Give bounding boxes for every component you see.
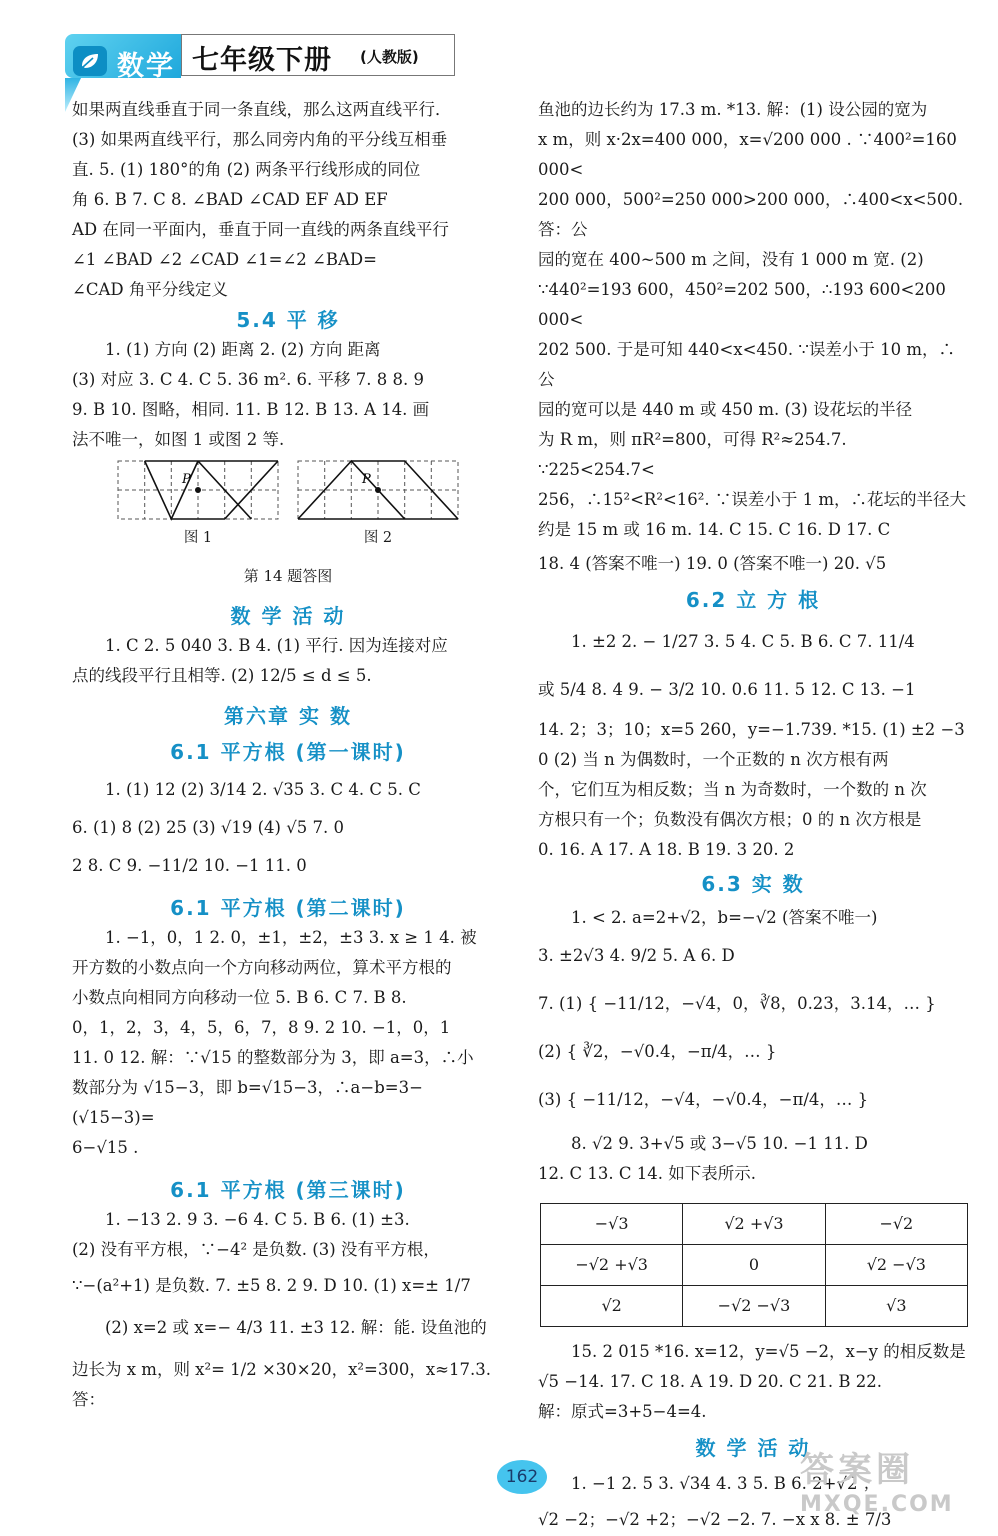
text-line: x m，则 x·2x=400 000，x=√200 000 . ∵400²=160 000<	[538, 130, 957, 179]
text-line: √2 −2；−√2 +2；−√2 −2. 7. −x x 8. ± 7/3	[538, 1510, 892, 1529]
subject-label: 数学	[117, 51, 175, 82]
text-line: 1. < 2. a=2+√2，b=−√2 (答案不唯一)	[571, 908, 878, 927]
section-heading-activity-1: 数 学 活 动	[230, 604, 346, 628]
text-line: 11. 0 12. 解：∵√15 的整数部分为 3，即 a=3，∴小	[72, 1048, 474, 1067]
figure-title: 第 14 题答图	[243, 567, 333, 585]
text-line: 角 6. B 7. C 8. ∠BAD ∠CAD EF AD EF	[72, 190, 388, 209]
text-line: 方根只有一个；负数没有偶次方根；0 的 n 次方根是	[538, 810, 922, 829]
watermark-url: MXQE.COM	[800, 1492, 954, 1517]
text-line: (2) x=2 或 x=− 4/3 11. ±3 12. 解：能. 设鱼池的	[105, 1318, 487, 1337]
text-line: 1. (1) 方向 (2) 距离 2. (2) 方向 距离	[105, 340, 381, 359]
text-line: 0 (2) 当 n 为偶数时，一个正数的 n 次方根有两	[538, 750, 889, 769]
text-line: 0. 16. A 17. A 18. B 19. 3 20. 2	[538, 840, 795, 859]
text-line: 1. C 2. 5 040 3. B 4. (1) 平行. 因为连接对应	[105, 636, 448, 655]
book-title-box	[181, 34, 455, 76]
grid-diagram-1	[116, 459, 280, 521]
text-line: 法不唯一，如图 1 或图 2 等.	[72, 430, 285, 449]
section-heading-activity-2: 数 学 活 动	[695, 1436, 811, 1460]
text-line: 边长为 x m，则 x²= 1/2 ×30×20，x²=300，x≈17.3. 答：	[72, 1360, 491, 1409]
figure-2	[296, 459, 460, 549]
left-column	[72, 95, 504, 1415]
subject-tab	[65, 34, 181, 82]
section-heading-6-1-lesson-2: 6.1 平方根 (第二课时)	[170, 896, 406, 920]
text-line: 200 000，500²=250 000>200 000，∴400<x<500. 答：公	[538, 190, 964, 239]
text-line: 202 500. 于是可知 440<x<450. ∵误差小于 10 m，∴公	[538, 340, 956, 389]
chapter-heading-6: 第六章 实 数	[224, 704, 352, 728]
answer-table	[540, 1203, 968, 1327]
text-line: 数部分为 √15−3，即 b=√15−3，∴a−b=3−(√15−3)=	[72, 1078, 423, 1127]
text-line: (3) { −11/12，−√4，−√0.4，−π/4，… }	[538, 1090, 869, 1109]
text-line: 1. −1 2. 5 3. √34 4. 3 5. B 6. 2+√2 ；	[571, 1474, 880, 1493]
figure-1	[116, 459, 280, 549]
text-line: (2) 没有平方根，∵−4² 是负数. (3) 没有平方根，	[72, 1240, 440, 1259]
table-cell: 0	[683, 1245, 825, 1286]
text-line: 256，∴15²<R²<16². ∵误差小于 1 m，∴花坛的半径大	[538, 490, 967, 509]
text-line: 园的宽可以是 440 m 或 450 m. (3) 设花坛的半径	[538, 400, 913, 419]
figure-area	[72, 459, 504, 555]
text-line: 18. 4 (答案不唯一) 19. 0 (答案不唯一) 20. √5	[538, 554, 887, 573]
text-line: ∵−(a²+1) 是负数. 7. ±5 8. 2 9. D 10. (1) x=± 1/7	[72, 1276, 471, 1295]
text-line: 园的宽在 400~500 m 之间，没有 1 000 m 宽. (2)	[538, 250, 924, 269]
table-cell: −√2	[825, 1204, 967, 1245]
text-line: 开方数的小数点向一个方向移动两位，算术平方根的	[72, 958, 452, 977]
text-line: 8. √2 9. 3+√5 或 3−√5 10. −1 11. D	[571, 1134, 868, 1153]
table-row	[541, 1204, 968, 1245]
text-line: 或 5/4 8. 4 9. − 3/2 10. 0.6 11. 5 12. C 13. −1	[538, 680, 916, 699]
table-cell: √3	[825, 1286, 967, 1327]
text-line: 点的线段平行且相等. (2) 12/5 ≤ d ≤ 5.	[72, 666, 372, 685]
text-line: 15. 2 015 *16. x=12，y=√5 −2，x−y 的相反数是	[571, 1342, 966, 1361]
grid-diagram-2	[296, 459, 460, 521]
watermark-top: 答案圈	[800, 1450, 914, 1490]
table-row	[541, 1245, 968, 1286]
section-heading-6-3: 6.3 实 数	[701, 872, 805, 896]
text-line: 0，1，2，3，4，5，6，7，8 9. 2 10. −1，0，1	[72, 1018, 451, 1037]
text-line: 1. (1) 12 (2) 3/14 2. √35 3. C 4. C 5. C	[105, 780, 421, 799]
text-line: 鱼池的边长约为 17.3 m. *13. 解：(1) 设公园的宽为	[538, 100, 928, 119]
text-line: 个，它们互为相反数；当 n 为奇数时，一个数的 n 次	[538, 780, 927, 799]
watermark	[800, 1448, 990, 1528]
page-number: 162	[497, 1460, 547, 1494]
section-heading-5-4: 5.4 平 移	[236, 308, 340, 332]
point-label: P	[182, 472, 191, 487]
table-row	[541, 1286, 968, 1327]
figure-2-caption: 图 2	[363, 530, 393, 546]
text-line: 约是 15 m 或 16 m. 14. C 15. C 16. D 17. C	[538, 520, 891, 539]
text-line: 1. −1，0，1 2. 0，±1，±2，±3 3. x ≥ 1 4. 被	[105, 928, 477, 947]
text-line: (3) 对应 3. C 4. C 5. 36 m². 6. 平移 7. 8 8. 9	[72, 370, 425, 389]
grade-title: 七年级下册	[192, 45, 332, 76]
text-line: ∵440²=193 600，450²=202 500，∴193 600<200 000<	[538, 280, 946, 329]
right-column	[538, 95, 968, 1535]
text-line: 6−√15 .	[72, 1138, 139, 1157]
text-line: 直. 5. (1) 180°的角 (2) 两条平行线形成的同位	[72, 160, 421, 179]
table-cell: −√2 −√3	[683, 1286, 825, 1327]
text-line: √5 −14. 17. C 18. A 19. D 20. C 21. B 22.	[538, 1372, 882, 1391]
text-line: 1. −13 2. 9 3. −6 4. C 5. B 6. (1) ±3.	[105, 1210, 410, 1229]
edition-label: (人教版)	[360, 48, 419, 66]
leaf-icon	[73, 46, 107, 76]
section-heading-6-2: 6.2 立 方 根	[685, 588, 821, 612]
table-cell: √2	[541, 1286, 683, 1327]
text-line: 14. 2；3；10；x=5 260，y=−1.739. *15. (1) ±2 −3	[538, 720, 965, 739]
text-line: 2 8. C 9. −11/2 10. −1 11. 0	[72, 856, 307, 875]
table-cell: √2 −√3	[825, 1245, 967, 1286]
table-cell: √2 +√3	[683, 1204, 825, 1245]
text-line: 解：原式=3+5−4=4.	[538, 1402, 707, 1421]
point-label: P	[362, 472, 371, 487]
text-line: (3) 如果两直线平行，那么同旁内角的平分线互相垂	[72, 130, 448, 149]
table-cell: −√2 +√3	[541, 1245, 683, 1286]
text-line: 为 R m，则 πR²=800，可得 R²≈254.7. ∵225<254.7<	[538, 430, 847, 479]
text-line: 小数点向相同方向移动一位 5. B 6. C 7. B 8.	[72, 988, 407, 1007]
text-line: ∠CAD 角平分线定义	[72, 280, 228, 299]
text-line: 如果两直线垂直于同一条直线，那么这两直线平行．	[72, 100, 452, 119]
section-heading-6-1-lesson-3: 6.1 平方根 (第三课时)	[170, 1178, 406, 1202]
section-heading-6-1-lesson-1: 6.1 平方根 (第一课时)	[170, 740, 406, 764]
figure-1-caption: 图 1	[183, 530, 213, 546]
text-line: 9. B 10. 图略，相同. 11. B 12. B 13. A 14. 画	[72, 400, 430, 419]
text-line: 12. C 13. C 14. 如下表所示.	[538, 1164, 756, 1183]
text-line: (2) { ∛2，−√0.4，−π/4，… }	[538, 1042, 777, 1061]
text-line: 3. ±2√3 4. 9/2 5. A 6. D	[538, 946, 735, 965]
table-cell: −√3	[541, 1204, 683, 1245]
text-line: ∠1 ∠BAD ∠2 ∠CAD ∠1=∠2 ∠BAD=	[72, 250, 377, 269]
text-line: 7. (1) { −11/12，−√4，0，∛8，0.23，3.14，… }	[538, 994, 936, 1013]
text-line: AD 在同一平面内，垂直于同一直线的两条直线平行	[72, 220, 449, 239]
text-line: 6. (1) 8 (2) 25 (3) √19 (4) √5 7. 0	[72, 818, 344, 837]
text-line: 1. ±2 2. − 1/27 3. 5 4. C 5. B 6. C 7. 11/4	[571, 632, 915, 651]
